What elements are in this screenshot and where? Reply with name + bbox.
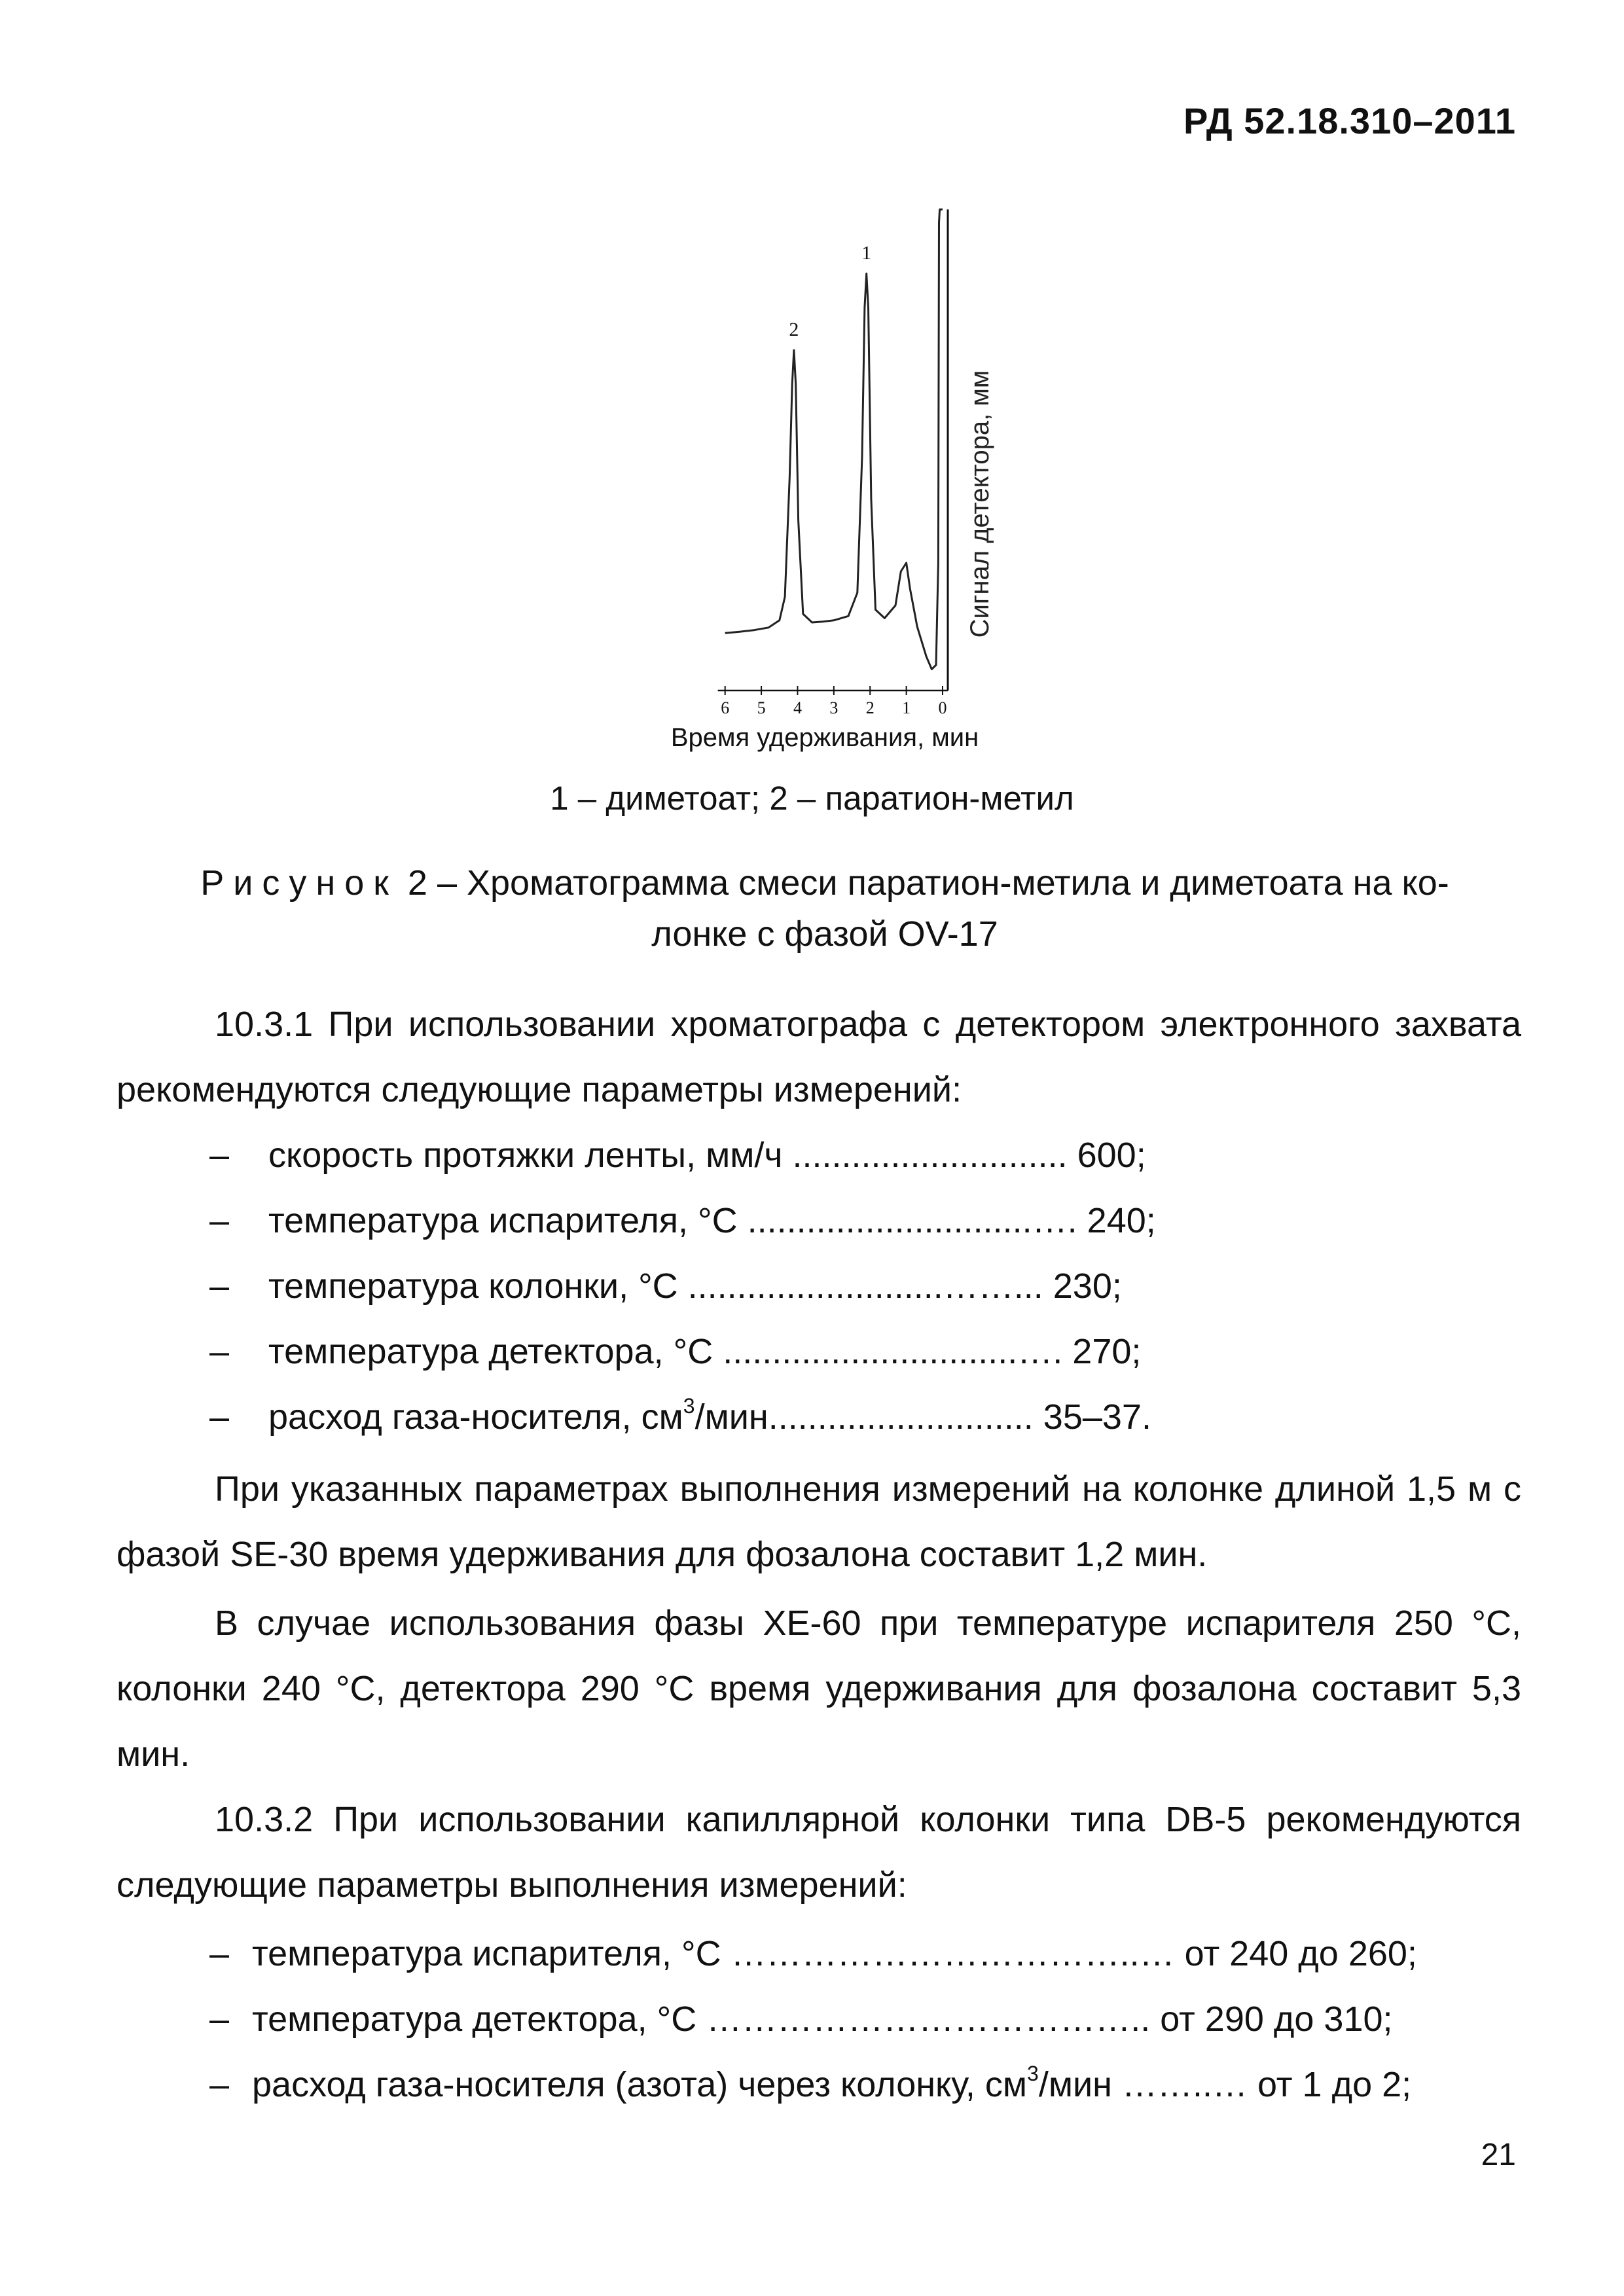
paragraph-xe60: В случае использования фазы XE-60 при температуре испарителя 250 °C, колонки 240 °C, детектора 290 °C время удерживания для фозалона составит 5,3 мин.	[117, 1604, 1521, 1774]
list-dash: –	[209, 1397, 230, 1437]
param-text-after-sup: /мин........................... 35–37.	[695, 1397, 1151, 1437]
param-item	[209, 1253, 1322, 1319]
chromatogram-figure	[668, 196, 1034, 759]
param-text: температура испарителя, °C ……………………………..… от 240 до 260;	[252, 1934, 1417, 1973]
param-text-before-sup: расход газа-носителя, см	[268, 1397, 683, 1437]
x-tick-label: 1	[902, 698, 911, 717]
paragraph-se30: При указанных параметрах выполнения измерений на колонке длиной 1,5 м с фазой SE-30 время удерживания для фозалона составит 1,2 мин.	[117, 1469, 1521, 1574]
list-dash: –	[209, 1136, 230, 1175]
param-item	[209, 1921, 1525, 1986]
param-item	[209, 1384, 1322, 1450]
param-text	[252, 2052, 1411, 2117]
x-tick-label: 6	[721, 698, 730, 717]
x-axis-label: Время удерживания, мин	[670, 723, 979, 752]
x-tick-label: 5	[757, 698, 766, 717]
param-item	[209, 1122, 1322, 1188]
figure-legend: 1 – диметоат; 2 – паратион-метил	[550, 780, 1074, 817]
list-dash: –	[209, 1201, 230, 1240]
param-text: температура детектора, °C ……………………………….. от 290 до 310;	[252, 2000, 1393, 2039]
x-tick-label: 3	[829, 698, 839, 717]
figure-caption	[124, 857, 1525, 960]
y-axis-label: Сигнал детектора, мм	[965, 370, 994, 638]
peak-label: 1	[861, 242, 872, 264]
document-code: РД 52.18.310–2011	[1183, 100, 1516, 141]
param-text: скорость протяжки ленты, мм/ч ............................ 600;	[268, 1136, 1146, 1175]
list-dash: –	[209, 1934, 230, 1973]
superscript: 3	[1027, 2062, 1039, 2085]
list-dash: –	[209, 1332, 230, 1371]
list-dash: –	[209, 2000, 230, 2039]
figure-title-line2: лонке с фазой OV-17	[651, 914, 998, 954]
x-tick-label: 4	[793, 698, 802, 717]
figure-label: Рисунок	[200, 863, 398, 903]
param-text-after-sup: /мин ……..… от 1 до 2;	[1038, 2065, 1412, 2104]
list-dash: –	[209, 2065, 230, 2104]
param-text	[268, 1384, 1151, 1450]
param-item	[209, 1986, 1525, 2052]
page-number: 21	[1481, 2138, 1516, 2172]
param-item	[209, 1188, 1322, 1253]
param-text: температура детектора, °C ..............................…. 270;	[268, 1332, 1142, 1371]
superscript: 3	[683, 1394, 695, 1418]
x-tick-label: 2	[865, 698, 875, 717]
x-tick-label: 0	[938, 698, 947, 717]
figure-title-line1: 2 – Хроматограмма смеси паратион-метила и диметоата на ко-	[397, 863, 1449, 903]
param-text: температура испарителя, °C .............................…. 240;	[268, 1201, 1156, 1240]
chromatogram-chart	[668, 196, 1034, 759]
paragraph-10-3-1: 10.3.1 При использовании хроматографа с детектором электронного захвата рекомендуются следующие параметры измерений:	[117, 1005, 1521, 1109]
peak-label: 2	[789, 319, 799, 340]
list-dash: –	[209, 1266, 230, 1306]
param-text-before-sup: расход газа-носителя (азота) через колонку, см	[252, 2065, 1028, 2104]
paragraph-10-3-2: 10.3.2 При использовании капиллярной колонки типа DB-5 рекомендуются следующие параметры выполнения измерений:	[117, 1800, 1521, 1905]
param-text: температура колонки, °C ..........................……... 230;	[268, 1266, 1122, 1306]
param-item	[209, 2052, 1525, 2117]
chromatogram-trace	[725, 209, 943, 670]
param-item	[209, 1319, 1322, 1384]
